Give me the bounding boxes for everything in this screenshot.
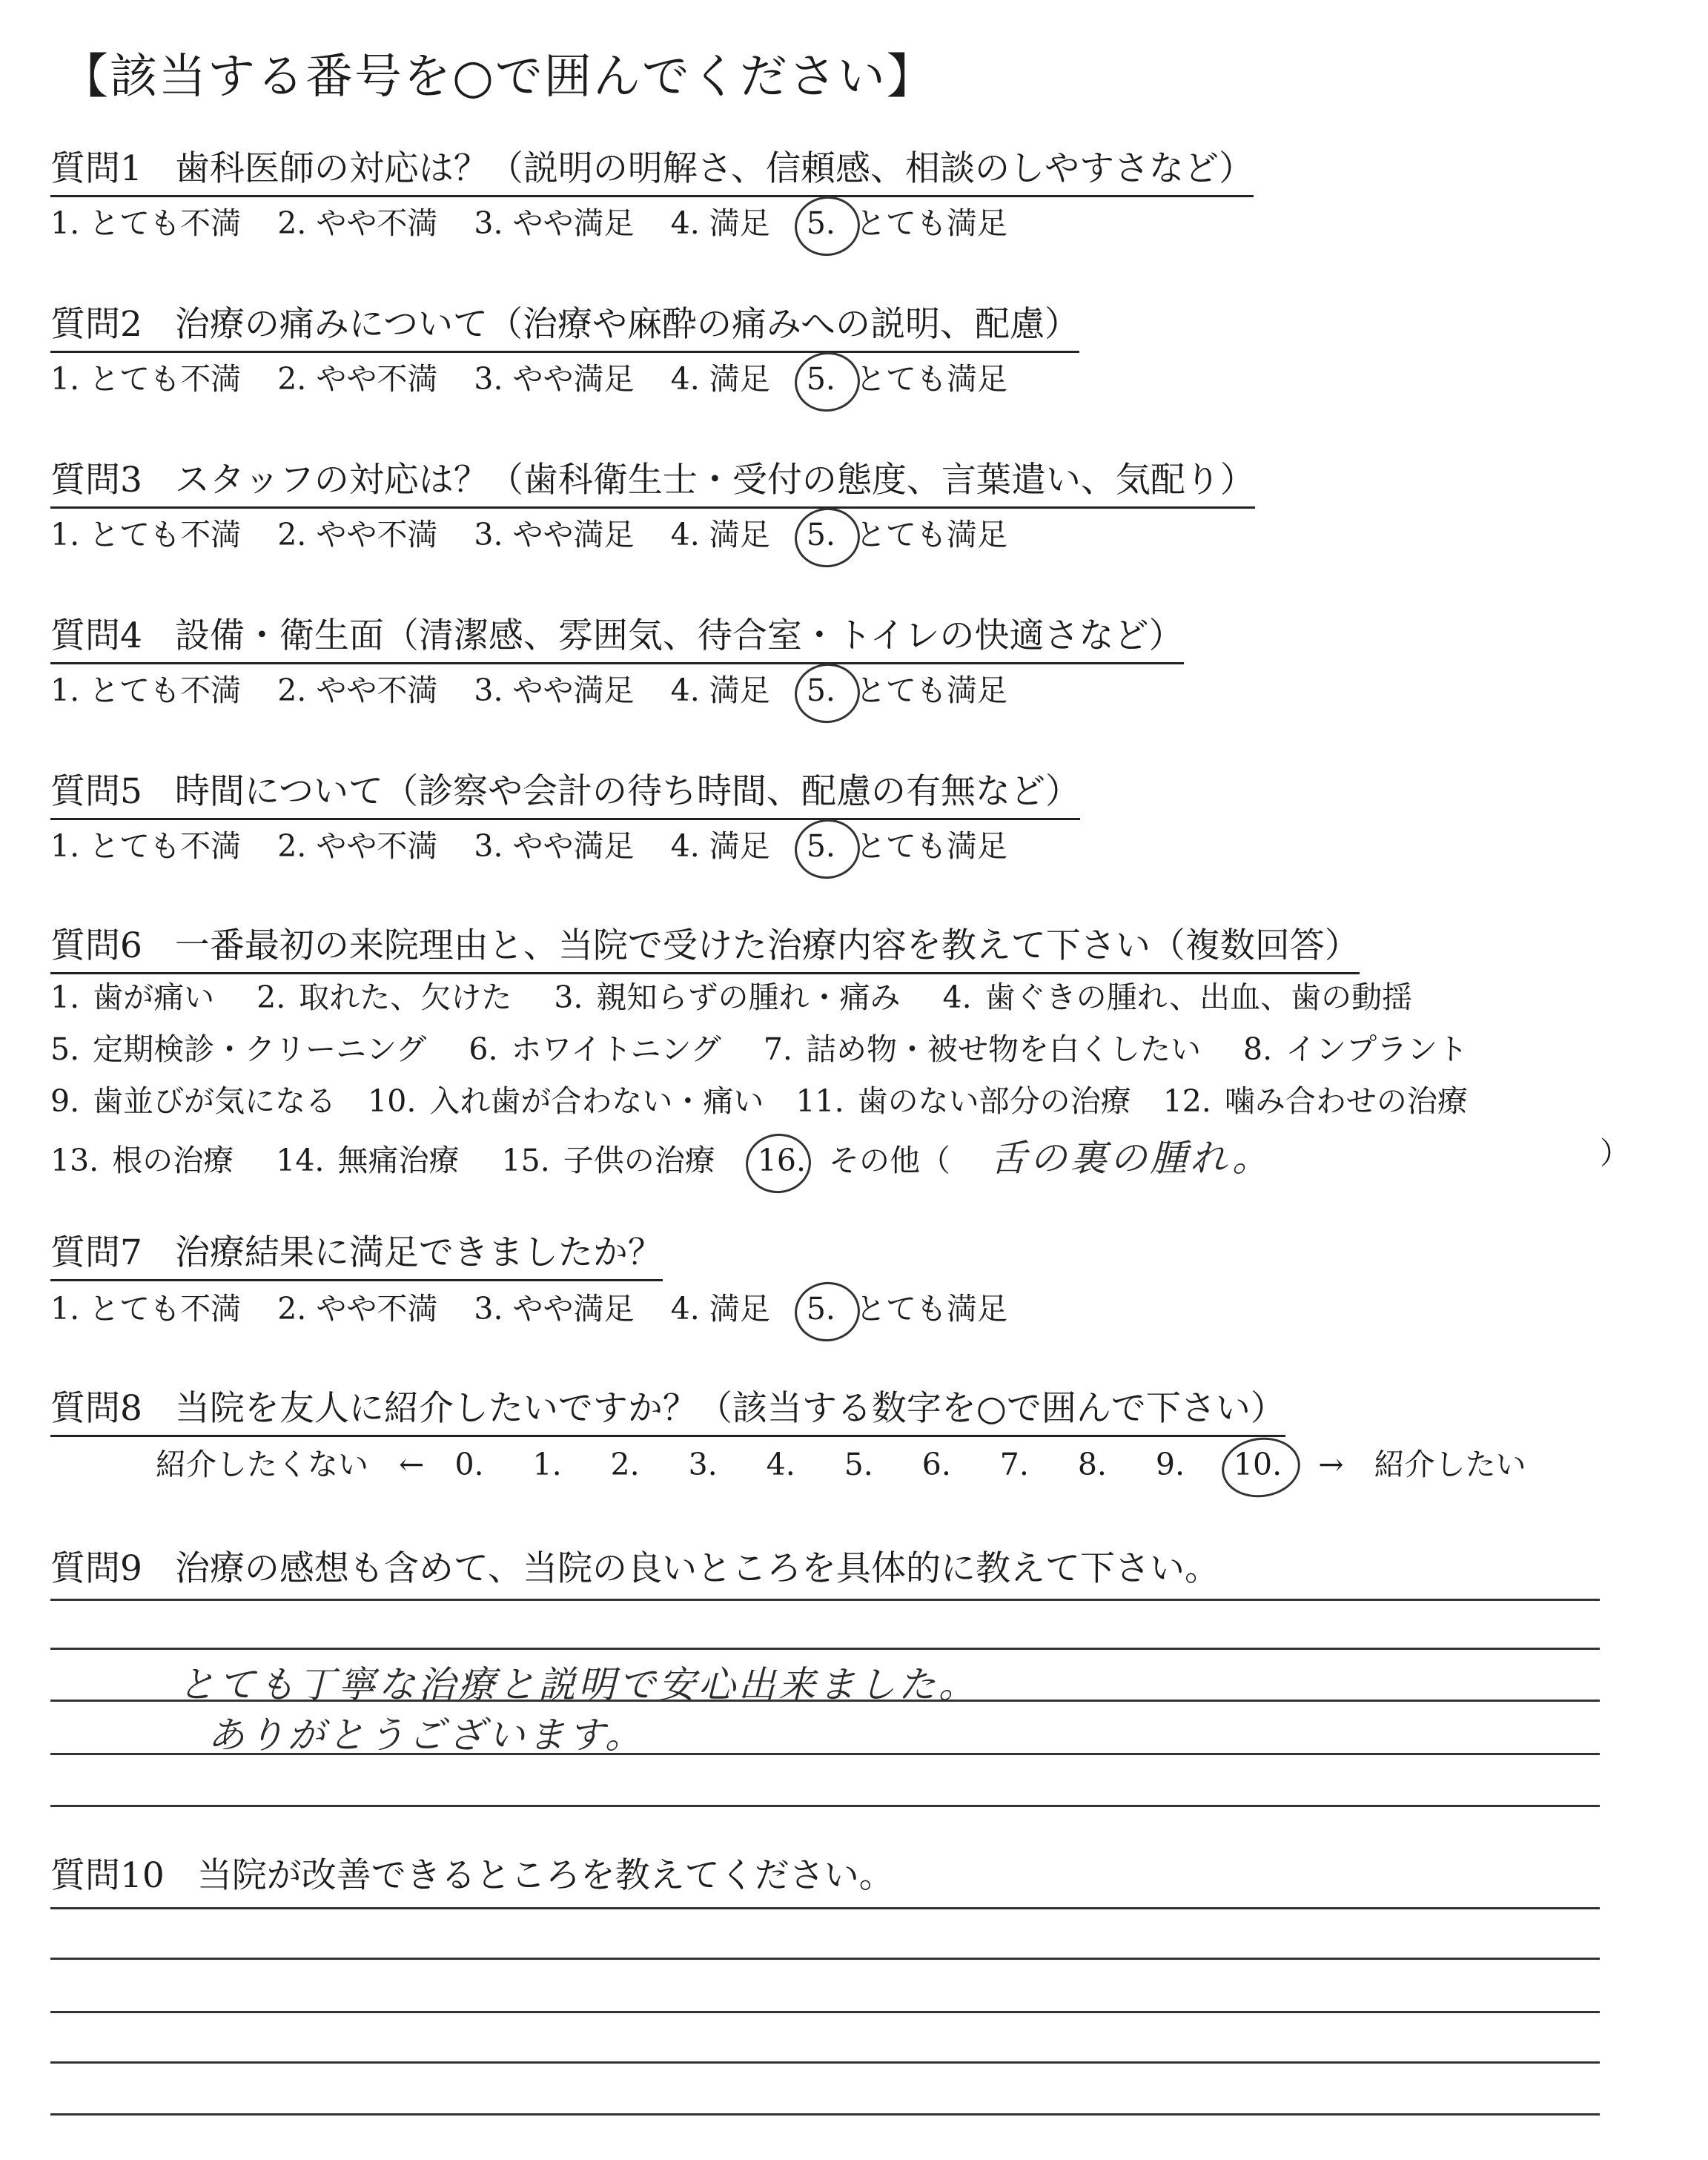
reason-option-10[interactable]: 10. 入れ歯が合わない・痛い — [368, 1083, 764, 1119]
option-5-label: とても満足 — [855, 673, 1007, 708]
option-2[interactable]: 2. やや不満 — [277, 205, 438, 241]
question-1-options — [50, 199, 1034, 242]
question-2-heading — [50, 297, 1079, 353]
option-5-label: とても満足 — [855, 205, 1007, 241]
scale-point-4[interactable]: 4. — [766, 1447, 795, 1482]
question-text: 治療の痛みについて（治療や麻酔の痛みへの説明、配慮） — [174, 304, 1080, 345]
option-4[interactable]: 4. 満足 — [670, 673, 770, 708]
other-label: その他（ — [829, 1143, 951, 1178]
question-8-heading — [50, 1381, 1285, 1437]
answer-rule — [50, 2061, 1600, 2064]
question-1-heading — [50, 141, 1254, 197]
option-3[interactable]: 3. やや満足 — [474, 828, 635, 864]
option-1[interactable]: 1. とても不満 — [50, 205, 242, 241]
option-5-label: とても満足 — [855, 1291, 1007, 1327]
option-1[interactable]: 1. とても不満 — [50, 361, 242, 397]
option-4[interactable]: 4. 満足 — [670, 517, 770, 552]
reason-option-2[interactable]: 2. 取れた、欠けた — [256, 980, 512, 1015]
option-4[interactable]: 4. 満足 — [670, 828, 770, 864]
reason-option-5[interactable]: 5. 定期検診・クリーニング — [50, 1031, 427, 1067]
question-number: 質問1 — [50, 148, 142, 189]
question-9-heading — [50, 1541, 1219, 1595]
reason-option-11[interactable]: 11. 歯のない部分の治療 — [795, 1083, 1131, 1119]
question-text: 治療の感想も含めて、当院の良いところを具体的に教えて下さい。 — [174, 1548, 1219, 1589]
option-1[interactable]: 1. とても不満 — [50, 517, 242, 552]
page-title: 【該当する番号を○で囲んでください】 — [61, 50, 936, 105]
question-6-row-4 — [50, 1129, 1630, 1182]
option-4[interactable]: 4. 満足 — [670, 361, 770, 397]
scale-point-1[interactable]: 1. — [532, 1447, 562, 1482]
answer-rule — [50, 2011, 1600, 2013]
scale-point-0[interactable]: 0. — [454, 1447, 484, 1482]
option-5-selected[interactable]: 5. — [807, 517, 835, 552]
question-number: 質問2 — [50, 304, 142, 345]
answer-rule — [50, 1648, 1600, 1650]
question-6-row-2 — [50, 1025, 1500, 1069]
option-2[interactable]: 2. やや不満 — [277, 673, 438, 708]
other-close-paren: ） — [1600, 1135, 1630, 1171]
question-number: 質問5 — [50, 771, 142, 812]
answer-rule — [50, 1958, 1600, 1960]
option-1[interactable]: 1. とても不満 — [50, 1291, 242, 1327]
reason-option-8[interactable]: 8. インプラント — [1243, 1031, 1469, 1067]
scale-point-10-selected[interactable]: 10. — [1234, 1447, 1282, 1482]
question-5-options — [50, 822, 1034, 865]
answer-rule — [50, 1805, 1600, 1807]
reason-option-16-selected[interactable]: 16. — [758, 1143, 806, 1178]
reason-option-3[interactable]: 3. 親知らずの腫れ・痛み — [554, 980, 901, 1015]
scale-point-7[interactable]: 7. — [999, 1447, 1029, 1482]
question-6-row-1 — [50, 973, 1445, 1017]
reason-option-13[interactable]: 13. 根の治療 — [50, 1143, 234, 1178]
option-3[interactable]: 3. やや満足 — [474, 517, 635, 552]
question-number: 質問10 — [50, 1855, 165, 1896]
reason-option-7[interactable]: 7. 詰め物・被せ物を白くしたい — [763, 1031, 1201, 1067]
other-handwritten-answer[interactable]: 舌の裏の腫れ。 — [990, 1137, 1273, 1180]
scale-left-label: 紹介したくない — [156, 1447, 368, 1482]
question-3-options — [50, 510, 1034, 554]
reason-option-12[interactable]: 12. 噛み合わせの治療 — [1162, 1083, 1468, 1119]
option-1[interactable]: 1. とても不満 — [50, 828, 242, 864]
question-4-options — [50, 666, 1034, 710]
question-4-heading — [50, 608, 1184, 664]
option-3[interactable]: 3. やや満足 — [474, 205, 635, 241]
answer-rule — [50, 2113, 1600, 2116]
option-5-selected[interactable]: 5. — [807, 1291, 835, 1327]
reason-option-6[interactable]: 6. ホワイトニング — [469, 1031, 721, 1067]
option-5-label: とても満足 — [855, 517, 1007, 552]
option-4[interactable]: 4. 満足 — [670, 1291, 770, 1327]
option-4[interactable]: 4. 満足 — [670, 205, 770, 241]
option-1[interactable]: 1. とても不満 — [50, 673, 242, 708]
question-7-options — [50, 1284, 1034, 1328]
question-number: 質問7 — [50, 1232, 142, 1273]
question-text: 当院が改善できるところを教えてください。 — [196, 1855, 894, 1896]
question-number: 質問4 — [50, 615, 142, 656]
question-text: 設備・衛生面（清潔感、雰囲気、待合室・トイレの快適さなど） — [174, 615, 1184, 656]
reason-option-14[interactable]: 14. 無痛治療 — [276, 1143, 460, 1178]
scale-right-label: 紹介したい — [1374, 1447, 1526, 1482]
scale-point-3[interactable]: 3. — [688, 1447, 718, 1482]
question-6-row-3 — [50, 1077, 1468, 1120]
option-5-selected[interactable]: 5. — [807, 673, 835, 708]
q9-handwritten-line-2[interactable]: ありがとうございます。 — [208, 1714, 645, 1757]
option-2[interactable]: 2. やや不満 — [277, 828, 438, 864]
reason-option-15[interactable]: 15. 子供の治療 — [501, 1143, 715, 1178]
question-3-heading — [50, 452, 1255, 509]
question-text: 時間について（診察や会計の待ち時間、配慮の有無など） — [174, 771, 1080, 812]
reason-option-1[interactable]: 1. 歯が痛い — [50, 980, 215, 1015]
question-6-heading — [50, 918, 1360, 974]
option-5-label: とても満足 — [855, 828, 1007, 864]
option-5-selected[interactable]: 5. — [807, 828, 835, 864]
question-5-heading — [50, 764, 1080, 820]
question-text: 治療結果に満足できましたか？ — [174, 1232, 663, 1273]
option-3[interactable]: 3. やや満足 — [474, 1291, 635, 1327]
option-3[interactable]: 3. やや満足 — [474, 673, 635, 708]
question-text: 歯科医師の対応は？（説明の明解さ、信頼感、相談のしやすさなど） — [174, 148, 1254, 189]
arrow-left-icon: ← — [399, 1447, 425, 1482]
question-number: 質問3 — [50, 460, 142, 501]
option-3[interactable]: 3. やや満足 — [474, 361, 635, 397]
scale-point-6[interactable]: 6. — [921, 1447, 951, 1482]
question-text: 一番最初の来院理由と、当院で受けた治療内容を教えて下さい（複数回答） — [174, 925, 1360, 966]
reason-option-4[interactable]: 4. 歯ぐきの腫れ、出血、歯の動揺 — [942, 980, 1413, 1015]
option-2[interactable]: 2. やや不満 — [277, 1291, 438, 1327]
option-5-selected[interactable]: 5. — [807, 361, 835, 397]
option-5-selected[interactable]: 5. — [807, 205, 835, 241]
question-number: 質問8 — [50, 1388, 142, 1429]
question-7-heading — [50, 1225, 663, 1281]
option-2[interactable]: 2. やや不満 — [277, 361, 438, 397]
answer-rule — [50, 1599, 1600, 1601]
scale-point-8[interactable]: 8. — [1077, 1447, 1107, 1482]
question-text: スタッフの対応は？（歯科衛生士・受付の態度、言葉遣い、気配り） — [174, 460, 1255, 501]
option-2[interactable]: 2. やや不満 — [277, 517, 438, 552]
scale-point-2[interactable]: 2. — [610, 1447, 640, 1482]
scale-point-5[interactable]: 5. — [844, 1447, 873, 1482]
question-10-heading — [50, 1848, 894, 1902]
question-number: 質問6 — [50, 925, 142, 966]
option-5-label: とても満足 — [855, 361, 1007, 397]
answer-rule — [50, 1907, 1600, 1909]
question-2-options — [50, 354, 1034, 398]
question-text: 当院を友人に紹介したいですか？（該当する数字を○で囲んで下さい） — [174, 1388, 1285, 1429]
question-number: 質問9 — [50, 1548, 142, 1589]
reason-option-9[interactable]: 9. 歯並びが気になる — [50, 1083, 337, 1119]
scale-point-9[interactable]: 9. — [1155, 1447, 1185, 1482]
q9-handwritten-line-1[interactable]: とても丁寧な治療と説明で安心出来ました。 — [178, 1663, 979, 1706]
recommend-scale — [156, 1440, 1526, 1484]
arrow-right-icon: → — [1318, 1447, 1344, 1482]
